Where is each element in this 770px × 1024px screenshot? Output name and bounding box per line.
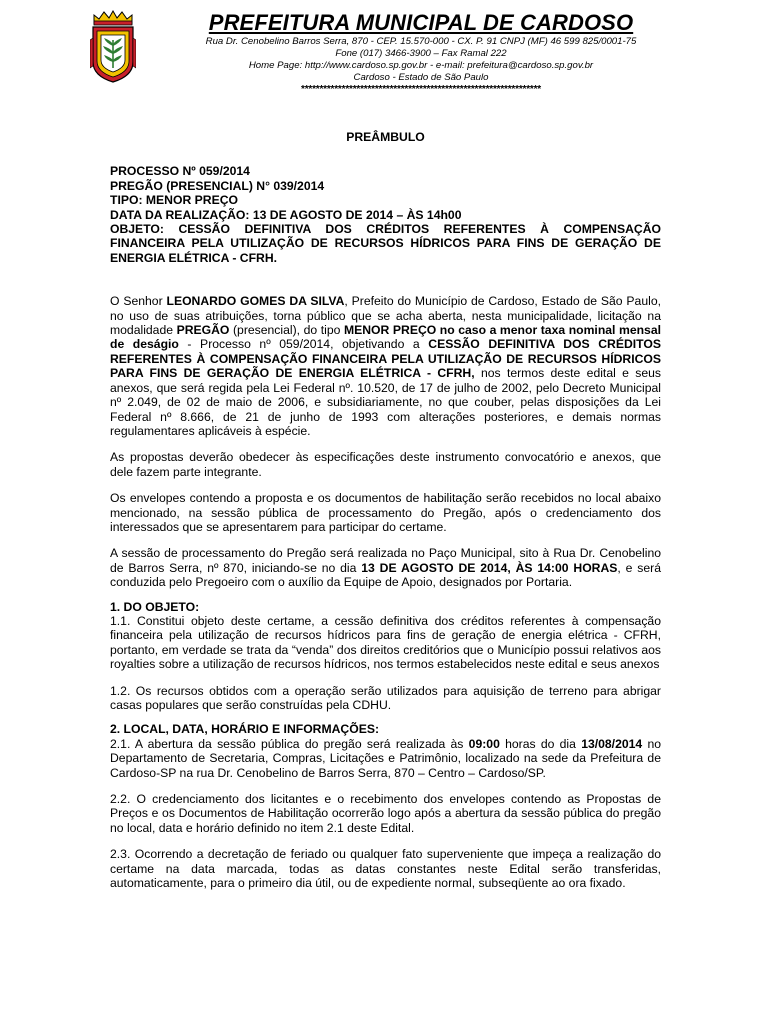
letterhead-web-email: Home Page: http://www.cardoso.sp.gov.br - e-mail: prefeitura@cardoso.sp.gov.br — [248, 60, 594, 71]
bold-span: 13/08/2014 — [581, 736, 643, 751]
paragraph-proposals: As propostas deverão obedecer às especificações deste instrumento convocatório e anexos, que dele fazem parte integrante. — [110, 450, 661, 479]
objeto: OBJETO: CESSÃO DEFINITIVA DOS CRÉDITOS REFERENTES À COMPENSAÇÃO FINANCEIRA PELA UTILIZAÇÃO DE RECURSOS HÍDRICOS PARA FINS DE GERAÇÃO DE ENERGIA ELÉTRICA - CFRH. — [110, 222, 661, 265]
bold-span: MENOR PREÇO no caso a menor taxa nominal mensal de deságio — [110, 323, 661, 352]
letterhead — [176, 10, 666, 95]
letterhead-address: Rua Dr. Cenobelino Barros Serra, 870 - CEP. 15.570-000 - CX. P. 91 CNPJ (MF) 46 599 825/0001-75 — [205, 36, 637, 47]
tipo: TIPO: MENOR PREÇO — [110, 193, 238, 208]
letterhead-divider: ***************************************************************** — [301, 84, 541, 95]
processo-number: PROCESSO Nº 059/2014 — [110, 164, 250, 179]
text-span: (presencial), do tipo — [229, 323, 344, 338]
section-2-heading: 2. LOCAL, DATA, HORÁRIO E INFORMAÇÕES: — [110, 722, 380, 737]
section-2-1 — [110, 737, 661, 780]
text-span: nos termos deste edital e seus anexos, que será regida pela Lei Federal nº. 10.520, de 17 de julho de 2002, pelo Decreto Municipal nº 2.049, de 02 de maio de 2006, e subsidiariamente, no que couber, pelas disposições da Lei Federal nº 8.666, de 21 de junho de 1993 com alterações posteriores, e demais normas regulamentares aplicáveis à espécie. — [110, 366, 661, 438]
process-details — [110, 164, 661, 265]
bold-span: CESSÃO DEFINITIVA DOS CRÉDITOS REFERENTES À COMPENSAÇÃO FINANCEIRA PELA UTILIZAÇÃO DE RECURSOS HÍDRICOS PARA FINS DE GERAÇÃO DE ENERGIA ELÉTRICA - CFRH, — [110, 337, 661, 381]
text-span: A sessão de processamento do Pregão será realizada no Paço Municipal, sito à Rua Dr. Cenobelino de Barros Serra, nº 870, iniciando-se no dia — [110, 546, 661, 575]
bold-span: 13 DE AGOSTO DE 2014, ÀS 14:00 HORAS — [361, 560, 618, 575]
text-span: 2.1. A abertura da sessão pública do pregão será realizada às — [110, 736, 469, 751]
bold-span: 09:00 — [468, 736, 500, 751]
letterhead-title: PREFEITURA MUNICIPAL DE CARDOSO — [208, 10, 634, 35]
municipal-crest-logo — [90, 10, 136, 84]
text-span: - Processo nº 059/2014, objetivando a — [178, 337, 429, 352]
text-span: horas do dia — [499, 736, 582, 751]
text-span: , Prefeito do Município de Cardoso, Estado de São Paulo, no uso de suas atribuições, torna público que se acha aberta, nesta municipalidade, licitação na modalidade — [110, 294, 661, 338]
document-body — [110, 130, 661, 890]
section-1-2: 1.2. Os recursos obtidos com a operação serão utilizados para aquisição de terreno para abrigar casas populares que serão construídas pela CDHU. — [110, 683, 661, 712]
letterhead-phone: Fone (017) 3466-3900 – Fax Ramal 222 — [335, 48, 507, 59]
paragraph-opening — [110, 294, 661, 438]
section-1-heading: 1. DO OBJETO: — [110, 599, 200, 614]
document-title: PREÂMBULO — [346, 130, 425, 144]
paragraph-envelopes: Os envelopes contendo a proposta e os documentos de habilitação serão recebidos no local abaixo mencionado, na sessão pública de processamento do Pregão, após o credenciamento dos interessados que se apresentarem para participar do certame. — [110, 491, 661, 534]
paragraph-session — [110, 546, 661, 589]
letterhead-city-state: Cardoso - Estado de São Paulo — [353, 72, 489, 83]
section-2-3: 2.3. Ocorrendo a decretação de feriado ou qualquer fato superveniente que impeça a realização do certame na data marcada, todas as datas constantes neste Edital serão transferidas, automaticamente, para o primeiro dia útil, ou de expediente normal, subseqüente ao ora fixado. — [110, 847, 661, 891]
section-2-2: 2.2. O credenciamento dos licitantes e o recebimento dos envelopes contendo as Propostas de Preços e os Documentos de Habilitação ocorrerão logo após a abertura da sessão pública do pregão no local, data e horário definido no item 2.1 deste Edital. — [110, 792, 661, 835]
data-realizacao: DATA DA REALIZAÇÃO: 13 DE AGOSTO DE 2014 – ÀS 14h00 — [110, 207, 462, 222]
section-1-1: 1.1. Constitui objeto deste certame, a cessão definitiva dos créditos referentes à compensação financeira pela utilização de recursos hídricos para fins de geração de energia elétrica - CFRH, portanto, em verdade se trata da “venda” dos direitos creditórios que o Município possui relativos aos royalties sobre a utilização de recursos hídricos, nos termos estabelecidos neste edital e seus anexos — [110, 613, 661, 672]
text-span: no Departamento de Secretaria, Compras, Licitações e Patrimônio, localizado na sede da Prefeitura de Cardoso-SP na rua Dr. Cenobelino de Barros Serra, 870 – Centro – Cardoso/SP. — [110, 736, 661, 780]
text-span: O Senhor — [110, 294, 167, 309]
mayor-name: LEONARDO GOMES DA SILVA — [166, 294, 345, 309]
pregao-number: PREGÃO (PRESENCIAL) N° 039/2014 — [110, 178, 325, 193]
text-span: , e será conduzida pelo Pregoeiro com o auxílio da Equipe de Apoio, designados por Portaria. — [110, 560, 661, 590]
bold-span: PREGÃO — [176, 323, 230, 338]
